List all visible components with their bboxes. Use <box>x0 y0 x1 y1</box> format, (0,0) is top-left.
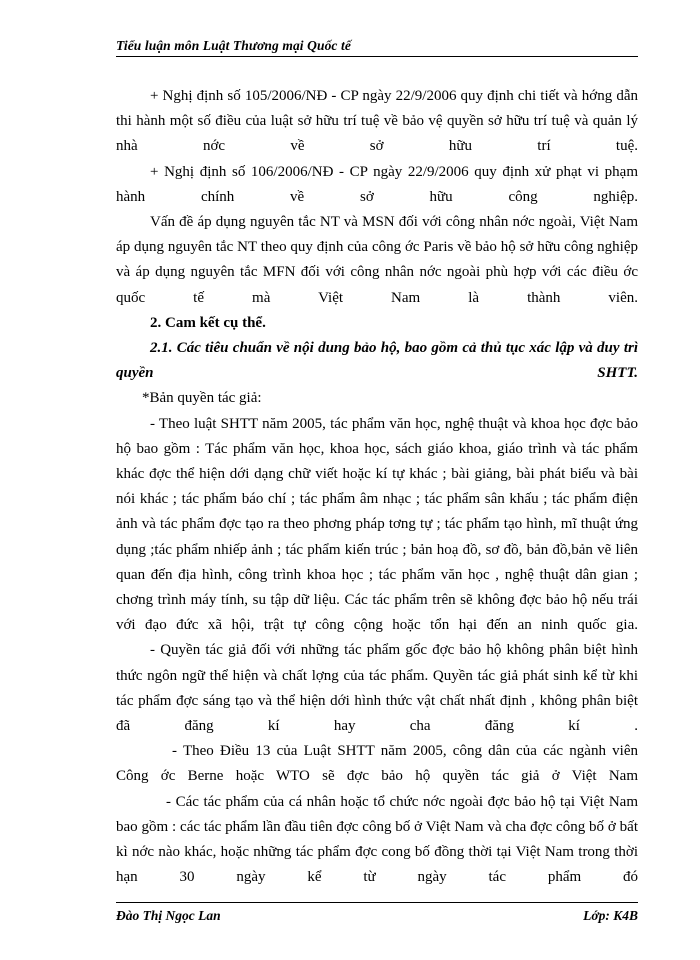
subsection-heading: 2.1. Các tiêu chuẩn về nội dung bảo hộ, bao gồm cả thủ tục xác lập và duy trì quyền SHTT. <box>116 340 638 382</box>
paragraph-article-13: - Theo Điều 13 của Luật SHTT năm 2005, công dân của các ngành viên Công ớc Berne hoặc WTO sẽ đợc bảo hộ quyền tác giả ở Việt Nam <box>116 743 638 785</box>
footer-rule <box>116 902 638 903</box>
running-header: Tiểu luận môn Luật Thương mại Quốc tế <box>116 38 351 53</box>
header-rule <box>116 56 638 57</box>
paragraph-decree-105: + Nghị định số 105/2006/NĐ - CP ngày 22/9/2006 quy định chi tiết và hớng dẫn thi hành một số điều của luật sở hữu trí tuệ về bảo vệ quyền sở hữu trí tuệ và quản lý nhà nớc về sở hữu trí tuệ. <box>116 88 638 155</box>
document-body <box>116 84 638 891</box>
paragraph-nt-msn: Vấn đề áp dụng nguyên tắc NT và MSN đối với công nhân nớc ngoài, Việt Nam áp dụng nguyên tắc NT theo quy định của công ớc Paris về bảo hộ sở hữu công nghiệp và áp dụng nguyên tắc MFN đối với công nhân nớc ngoài phù hợp với các điều ớc quốc tế mà Việt Nam là thành viên. <box>116 214 638 306</box>
paragraph-copyright-label: *Bản quyền tác giả: <box>142 390 262 407</box>
footer-author: Đào Thị Ngọc Lan <box>116 908 221 923</box>
section-heading: 2. Cam kết cụ thể. <box>150 314 266 331</box>
paragraph-original-works: - Quyền tác giả đối với những tác phẩm gốc đợc bảo hộ không phân biệt hình thức ngôn ngữ thể hiện và chất lợng của tác phẩm. Quyền tác giả phát sinh kể từ khi tác phẩm đợc sáng tạo và thể hiện dới hình thức vật chất nhất định , không phân biệt đã đăng kí hay cha đăng kí . <box>116 642 638 735</box>
footer-class: Lớp: K4B <box>583 908 638 923</box>
paragraph-decree-106: + Nghị định số 106/2006/NĐ - CP ngày 22/9/2006 quy định xử phạt vi phạm hành chính về sở hữu công nghiệp. <box>116 163 638 205</box>
paragraph-foreign-works: - Các tác phẩm của cá nhân hoặc tổ chức nớc ngoài đợc bảo hộ tại Việt Nam bao gồm : các tác phẩm lần đầu tiên đợc công bố ở Việt Nam và cha đợc công bố ở bất kì nớc nào khác, hoặc những tác phẩm đợc cong bố đồng thời tại Việt Nam trong thời hạn 30 ngày kể từ ngày tác phẩm đó <box>116 793 638 886</box>
paragraph-protected-works: - Theo luật SHTT năm 2005, tác phẩm văn học, nghệ thuật và khoa học đợc bảo hộ bao gồm : Tác phẩm văn học, khoa học, sách giáo khoa, giáo trình và tác phẩm khác đợc thể hiện dới dạng chữ viết hoặc kí tự khác ; bài giảng, bài phát biểu và bài nói khác ; tác phẩm báo chí ; tác phẩm âm nhạc ; tác phẩm sân khấu ; tác phẩm điện ảnh và tác phẩm đợc tạo ra theo phơng pháp tơng tự ; tác phẩm tạo hình, mĩ thuật ứng dụng ;tác phẩm nhiếp ảnh ; tác phẩm kiến trúc ; bản hoạ đồ, sơ đồ, bản đồ,bản vẽ liên quan đến địa hình, công trình khoa học ; tác phẩm văn học , nghệ thuật dân gian ; chơng trình máy tính, su tập dữ liệu. Các tác phẩm trên sẽ không đợc bảo hộ nếu trái với đạo đức xã hội, trật tự công cộng hoặc tổn hại đến an ninh quốc gia. <box>116 415 638 634</box>
running-footer <box>116 908 638 928</box>
